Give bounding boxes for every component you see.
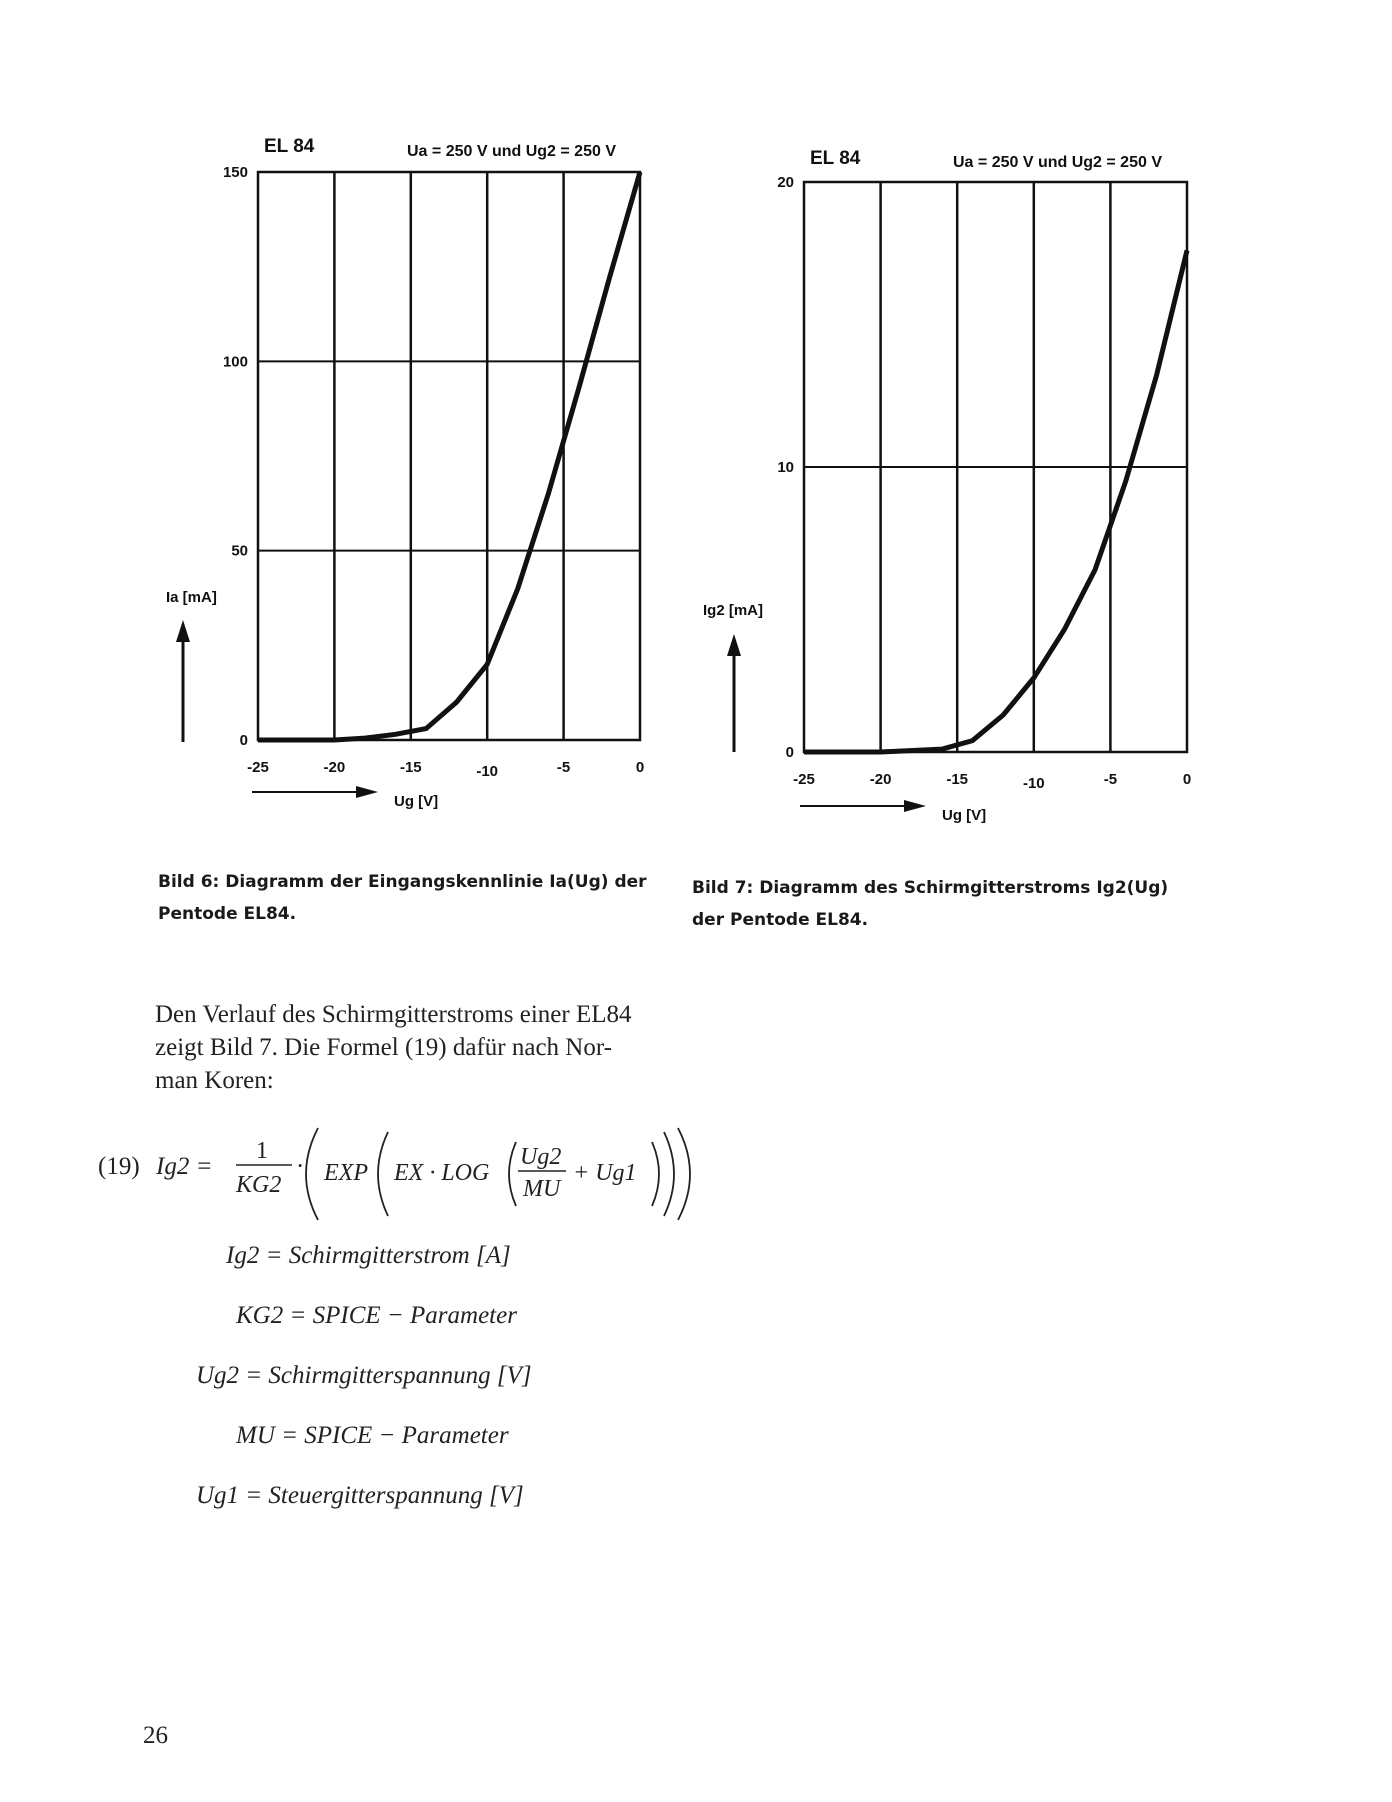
definition-mu: MU = SPICE − Parameter: [236, 1422, 509, 1449]
chart2-x-label: Ug [V]: [942, 807, 987, 824]
c2-x-tick-label: -10: [1022, 775, 1045, 792]
chart2-x-ticks: [793, 771, 1191, 792]
c2-x-tick-label: -20: [869, 771, 892, 788]
formula-paren-open-3: [509, 1142, 516, 1206]
chart2-conditions: Ua = 250 V und Ug2 = 250 V: [953, 154, 1162, 171]
definition-kg2: KG2 = SPICE − Parameter: [236, 1302, 517, 1329]
c1-x-tick-label: -15: [399, 759, 422, 776]
chart1-conditions: Ua = 250 V und Ug2 = 250 V: [407, 143, 616, 160]
definition-ug2: Ug2 = Schirmgitterspannung [V]: [196, 1362, 532, 1389]
formula-lhs: Ig2 =: [156, 1153, 213, 1180]
c2-y-tick-label: 20: [777, 174, 794, 191]
formula-frac-numerator: 1: [256, 1138, 268, 1164]
formula-paren-open-2: [378, 1132, 388, 1216]
c2-x-tick-label: -15: [946, 771, 969, 788]
figure6-caption-line2: Pentode EL84.: [158, 904, 297, 924]
c1-y-tick-label: 50: [231, 542, 248, 560]
c2-x-tick-label: 0: [1182, 771, 1192, 788]
chart2-series-line: [804, 250, 1187, 752]
formula-inner-numerator: Ug2: [520, 1144, 562, 1170]
c2-x-tick-label: -5: [1103, 771, 1118, 788]
formula-inner-denominator: MU: [523, 1176, 561, 1202]
formula-paren-open-1: [306, 1128, 318, 1220]
formula-paren-close-2: [664, 1132, 674, 1216]
paragraph-line3: man Koren:: [155, 1067, 274, 1094]
formula-paren-close-3: [652, 1142, 659, 1206]
paragraph-line2: zeigt Bild 7. Die Formel (19) dafür nach Nor-: [155, 1034, 613, 1061]
formula-number: (19): [98, 1153, 140, 1180]
chart-ig2-ug: [0, 0, 1392, 860]
formula-frac-denominator: KG2: [236, 1172, 282, 1198]
formula-plus-ug1: + Ug1: [573, 1160, 637, 1186]
c1-x-tick-label: -10: [476, 763, 499, 780]
chart2-y-arrowhead-icon: [727, 634, 741, 656]
figure7-caption-line2: der Pentode EL84.: [692, 910, 869, 930]
formula-ex-log: EX · LOG: [394, 1160, 490, 1186]
formula-exp: EXP: [324, 1160, 368, 1186]
c2-y-tick-label: 10: [777, 459, 794, 476]
c1-x-tick-label: 0: [635, 759, 645, 776]
chart1-y-label: Ia [mA]: [166, 589, 217, 606]
c1-x-tick-label: -25: [247, 759, 269, 776]
formula-dot: ·: [296, 1153, 305, 1180]
c1-y-tick-label: 100: [222, 353, 248, 371]
figure6-caption: [158, 866, 678, 930]
c2-y-tick-label: 0: [785, 744, 794, 761]
page-number: 26: [143, 1722, 168, 1749]
chart2-y-ticks: [777, 174, 794, 761]
definition-ug1: Ug1 = Steuergitterspannung [V]: [196, 1482, 524, 1509]
figure6-caption-line1: Bild 6: Diagramm der Eingangskennlinie Ia(Ug) der: [158, 872, 647, 892]
c2-x-tick-label: -25: [793, 771, 815, 788]
chart2-y-label: Ig2 [mA]: [703, 602, 763, 619]
definition-ig2: Ig2 = Schirmgitterstrom [A]: [226, 1242, 511, 1269]
chart1-title: EL 84: [264, 136, 315, 157]
c1-y-tick-label: 150: [222, 164, 248, 181]
paragraph-line1: Den Verlauf des Schirmgitterstroms einer EL84: [155, 1001, 632, 1028]
figure7-caption-line1: Bild 7: Diagramm des Schirmgitterstroms Ig2(Ug): [692, 878, 1169, 898]
chart2-title: EL 84: [810, 148, 861, 169]
chart2-x-arrowhead-icon: [904, 800, 926, 812]
chart1-x-label: Ug [V]: [394, 793, 439, 810]
figure7-caption: [692, 872, 1212, 936]
formula-paren-close-1: [678, 1128, 690, 1220]
c1-x-tick-label: -5: [556, 759, 571, 776]
body-paragraph: [155, 998, 675, 1097]
c1-y-tick-label: 0: [239, 732, 248, 749]
c1-x-tick-label: -20: [323, 759, 346, 776]
formula-19: [96, 1120, 716, 1250]
